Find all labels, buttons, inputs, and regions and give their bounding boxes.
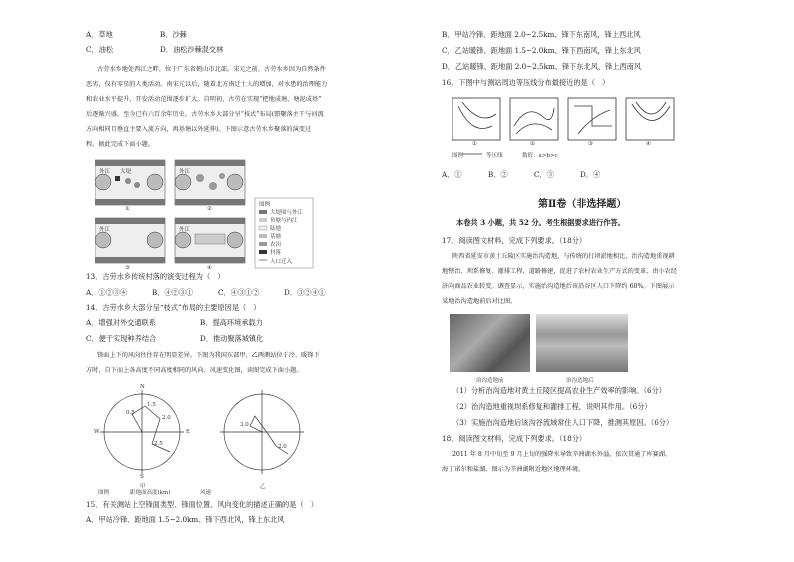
passage2-line: 方时，自下而上各高度不同高度相同的风向、风速变化图，读图完成下面小题。 (86, 367, 303, 374)
question-18: 18．阅读图文材料，完成下列要求。（18分） (442, 434, 587, 443)
rose-label: W (94, 429, 100, 435)
part2-note: 本卷共 3 小题，共 52 分。考生根据要求进行作答。 (456, 218, 625, 227)
passage-line: 和农业水平提升，开发活动范围逐步扩大。自明初，古劳在实现“把地成塘，塘泥成基” (86, 96, 322, 103)
q13-option-c: C．④③①② (218, 288, 260, 297)
q14-option-c: C．便于实现种养结合 (86, 334, 157, 343)
q15-option-c: C．乙站暖锋、距地面 1.5~2.0km、锋下西南风，锋上东北风 (442, 46, 641, 55)
rose-label: N (140, 384, 145, 390)
question-15: 15．有关测站上空锋面类型、锋面位置、风向变化的描述正确的是（ ） (86, 500, 318, 509)
q17-passage-line: 某地治沟造地前后对比图。 (442, 298, 517, 305)
isobar-legend: 等压线 (486, 153, 503, 159)
rose-label: E (186, 429, 191, 435)
question-16: 16．下图中与测站周边等压线分布最接近的是（ ） (442, 78, 610, 87)
passage-line: 恶劣，仅有零星的人类活动。南宋元以后，随着北方南迁士人的增加，对水患的治理能力 (86, 81, 328, 88)
q18-passage-line: 海丁诺尔和盐湖。图示为辛洲湖附近地区地理环境。 (442, 466, 585, 473)
isobar-fig-label: ② (530, 141, 535, 147)
fig-caption: ④ (207, 265, 212, 271)
q16-option-c: C．③ (534, 170, 554, 179)
fig-label: 外江 (179, 227, 191, 233)
isobar-fig-label: ④ (646, 141, 651, 147)
q17-sub: （1）分析治沟造地对黄土丘陵区提高农业生产效率的影响。（6分） (452, 386, 666, 395)
legend-item: 大堤围与外江 (270, 210, 304, 216)
fig-caption: ③ (125, 265, 130, 271)
rose-value: 1.5 (147, 402, 156, 408)
q15-option-a: A．甲站冷锋、距地面 1.5~2.0km、锋下西北风，锋上东北风 (86, 515, 285, 524)
isobar-figures (452, 96, 682, 162)
q16-option-d: D．④ (580, 170, 601, 179)
rose-value: 3.0 (240, 422, 249, 428)
photo-after (536, 314, 628, 372)
q12-option-b: B．沙棘 (160, 30, 187, 39)
q13-option-d: D．③②④① (284, 288, 326, 297)
photo-before (450, 314, 530, 372)
wind-rose-figure (90, 384, 350, 496)
rose-station: 甲 (140, 484, 146, 490)
fig-label: 外江 (179, 169, 191, 175)
q17-passage-line: 陕西省延安市黄土丘陵区实施治沟造地，与传统的打坝淤地相比，治沟造地重视耕 (452, 253, 675, 260)
q13-option-b: B．④②③① (152, 288, 194, 297)
fig-caption: ① (125, 206, 130, 212)
fig-caption: ② (207, 206, 212, 212)
rose-value: 2.5 (154, 441, 163, 447)
isobar-legend: 数值：a>b>c (522, 153, 558, 159)
q14-option-d: D．推动聚落城镇化 (200, 334, 264, 343)
q14-option-b: B．提高环境承载力 (200, 318, 263, 327)
q14-option-a: A．增强对外交通联系 (86, 318, 156, 327)
rose-legend: 图例 (98, 490, 110, 496)
q13-option-a: A．①②③④ (86, 288, 128, 297)
passage-line: 方向相同且垂直主要入流方向，再基塘以外延伸)。下图示意古劳水乡聚落的演变过 (86, 126, 312, 133)
isobar-fig-label: ③ (588, 141, 593, 147)
rose-value: 2.0 (278, 444, 287, 450)
q18-passage-line: 2011 年 8 月中旬至 9 月上旬的强降水导致辛洲湖水外溢，依次贯通了库赛湖、 (452, 451, 672, 458)
q17-sub: （3）实施治沟造地后该沟谷流域常住人口下降，推测其原因。（6分） (452, 418, 674, 427)
q16-option-a: A．① (442, 170, 462, 179)
passage-line: 后逐渐兴盛，至今已有六百余年历史。古劳水乡大部分呈“枝式”布局(即聚落主干与河流 (86, 111, 324, 118)
rose-value: 0.5 (126, 410, 135, 416)
q15-option-b: B．甲站冷锋、距地面 2.0~2.5km、锋下东南风，锋上西北风 (442, 30, 641, 39)
question-13: 13．古劳水乡传统村落的演变过程为（ ） (86, 272, 225, 281)
legend-item: 人口迁入 (270, 259, 293, 265)
fig-label: 大堤 (120, 169, 132, 175)
fig-label: 外江 (99, 169, 111, 175)
q17-sub: （2）治沟造地重视坝系修复和灌排工程，说明其作用。（6分） (452, 402, 652, 411)
passage2-line: 锋面上下的风向往往存在明显差异。下图为我国东部甲、乙两测站位于冷、暖锋下 (97, 352, 320, 359)
rose-value: 2.0 (162, 415, 171, 421)
q12-option-d: D．油松沙棘混交林 (160, 45, 224, 54)
passage-line: 程。据此完成下面小题。 (86, 141, 155, 148)
rose-label: S (140, 474, 144, 480)
fig-label: 外江 (99, 227, 111, 233)
q16-option-b: B．② (488, 170, 508, 179)
q12-option-a: A．草地 (86, 30, 113, 39)
passage-line: 古劳水乡地处西江之畔，位于广东省鹤山市北部。宋元之前，古劳水乡因为自然条件 (97, 66, 326, 73)
isobar-fig-label: ① (472, 141, 477, 147)
photo-caption: 治沟造地前 (476, 378, 504, 384)
legend-item: 陆地 (270, 226, 282, 232)
photo-caption: 治沟造地后 (566, 378, 594, 384)
legend-title: 图例 (259, 202, 271, 208)
part2-title: 第Ⅱ卷（非选择题） (538, 199, 627, 210)
q15-option-d: D．乙站暖锋、距地面 2.0~2.5km、锋下东北风，锋上西南风 (442, 62, 642, 71)
legend-item: 基塘 (270, 234, 282, 240)
q12-option-c: C．油松 (86, 45, 114, 54)
legend-item: 农田 (270, 242, 282, 248)
legend-item: 村落 (270, 250, 282, 256)
rose-legend: 距地面高度(km) (130, 490, 171, 496)
q17-passage-line: 地整治、坝系修复、灌排工程、道路修建，促进了农村农业生产方式的变革，由小农经 (442, 268, 678, 275)
rose-legend: 风速 (200, 490, 212, 496)
question-17: 17．阅读图文材料，完成下列要求。（18分） (442, 236, 587, 245)
q17-passage-line: 济向商品农业转变。调查显示，实施治沟造地后该沿谷区人口下降约 60%。下图展示 (442, 283, 675, 290)
question-14: 14．古劳水乡大部分呈“枝式”布局的主要原因是（ ） (86, 303, 261, 312)
rose-station: 乙 (260, 484, 266, 490)
legend-item: 鱼塘与内江 (270, 218, 298, 224)
isobar-legend: 图例 (452, 153, 464, 159)
